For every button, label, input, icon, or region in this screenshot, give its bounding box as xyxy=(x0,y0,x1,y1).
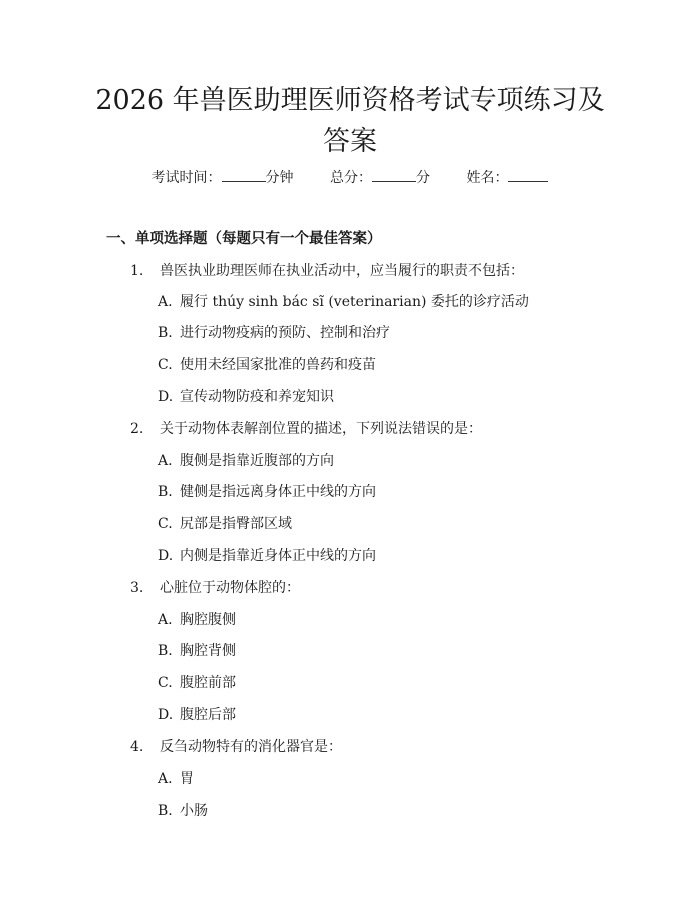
question-text: 反刍动物特有的消化器官是： xyxy=(160,739,342,755)
question-2 xyxy=(130,418,482,440)
option-letter: A. xyxy=(158,612,173,628)
option-text: 腹侧是指靠近腹部的方向 xyxy=(180,453,334,469)
exam-time-field xyxy=(152,170,294,186)
total-score-unit: 分 xyxy=(416,170,430,186)
question-text: 关于动物体表解剖位置的描述，下列说法错误的是： xyxy=(160,421,482,437)
section-title: 一、单项选择题（每题只有一个最佳答案） xyxy=(106,231,382,247)
question-3-option-d xyxy=(158,704,236,726)
total-score-field xyxy=(330,170,430,186)
student-name-field xyxy=(466,170,548,186)
option-text: 宣传动物防疫和养宠知识 xyxy=(180,389,334,405)
question-number: 3. xyxy=(130,580,144,596)
exam-info-line xyxy=(0,167,700,189)
question-number: 4. xyxy=(130,739,144,755)
question-1-option-d xyxy=(158,386,334,408)
question-2-option-d xyxy=(158,545,376,567)
option-text: 胃 xyxy=(180,771,194,787)
exam-time-blank xyxy=(222,167,266,182)
option-text: 胸腔背侧 xyxy=(180,643,236,659)
question-number: 1. xyxy=(130,263,144,279)
option-text: 使用未经国家批准的兽药和疫苗 xyxy=(180,357,376,373)
option-text: 小肠 xyxy=(180,803,208,819)
question-1-option-c xyxy=(158,354,376,376)
option-text: 健侧是指远离身体正中线的方向 xyxy=(180,484,376,500)
option-letter: B. xyxy=(158,643,173,659)
question-1-option-b xyxy=(158,322,390,344)
question-2-option-b xyxy=(158,481,376,503)
student-name-blank xyxy=(508,167,548,182)
question-text: 兽医执业助理医师在执业活动中，应当履行的职责不包括： xyxy=(160,263,524,279)
question-3-option-c xyxy=(158,672,236,694)
question-1-option-a xyxy=(158,291,529,313)
exam-time-unit: 分钟 xyxy=(265,170,294,186)
total-score-label: 总分： xyxy=(330,170,372,186)
option-text: 进行动物疫病的预防、控制和治疗 xyxy=(180,325,390,341)
total-score-blank xyxy=(372,167,416,182)
question-3-option-b xyxy=(158,640,236,662)
option-letter: B. xyxy=(158,325,173,341)
option-letter: D. xyxy=(158,707,174,723)
exam-time-label: 考试时间： xyxy=(151,170,222,186)
option-text: 尻部是指臀部区域 xyxy=(180,516,292,532)
option-letter: B. xyxy=(158,803,173,819)
question-text: 心脏位于动物体腔的： xyxy=(160,580,300,596)
question-4-option-a xyxy=(158,768,194,790)
option-text: 腹腔前部 xyxy=(180,675,236,691)
option-letter: A. xyxy=(158,294,173,310)
question-number: 2. xyxy=(130,421,144,437)
option-letter: D. xyxy=(158,389,174,405)
option-letter: A. xyxy=(158,771,173,787)
question-2-option-a xyxy=(158,450,334,472)
option-letter: C. xyxy=(158,675,173,691)
option-letter: C. xyxy=(158,357,173,373)
option-text: 胸腔腹侧 xyxy=(180,612,236,628)
question-3-option-a xyxy=(158,609,236,631)
option-letter: D. xyxy=(158,548,174,564)
option-text: 内侧是指靠近身体正中线的方向 xyxy=(180,548,376,564)
exam-title: 2026 年兽医助理医师资格考试专项练习及答案 xyxy=(95,85,605,157)
option-letter: A. xyxy=(158,453,173,469)
question-3 xyxy=(130,577,300,599)
question-2-option-c xyxy=(158,513,292,535)
option-text: 履行 thúy sinh bác sĩ (veterinarian) 委托的诊疗活动 xyxy=(180,294,529,310)
question-4-option-b xyxy=(158,800,208,822)
option-text: 腹腔后部 xyxy=(180,707,236,723)
option-letter: C. xyxy=(158,516,173,532)
option-letter: B. xyxy=(158,484,173,500)
question-1 xyxy=(130,260,524,282)
question-4 xyxy=(130,736,342,758)
student-name-label: 姓名： xyxy=(466,170,509,186)
